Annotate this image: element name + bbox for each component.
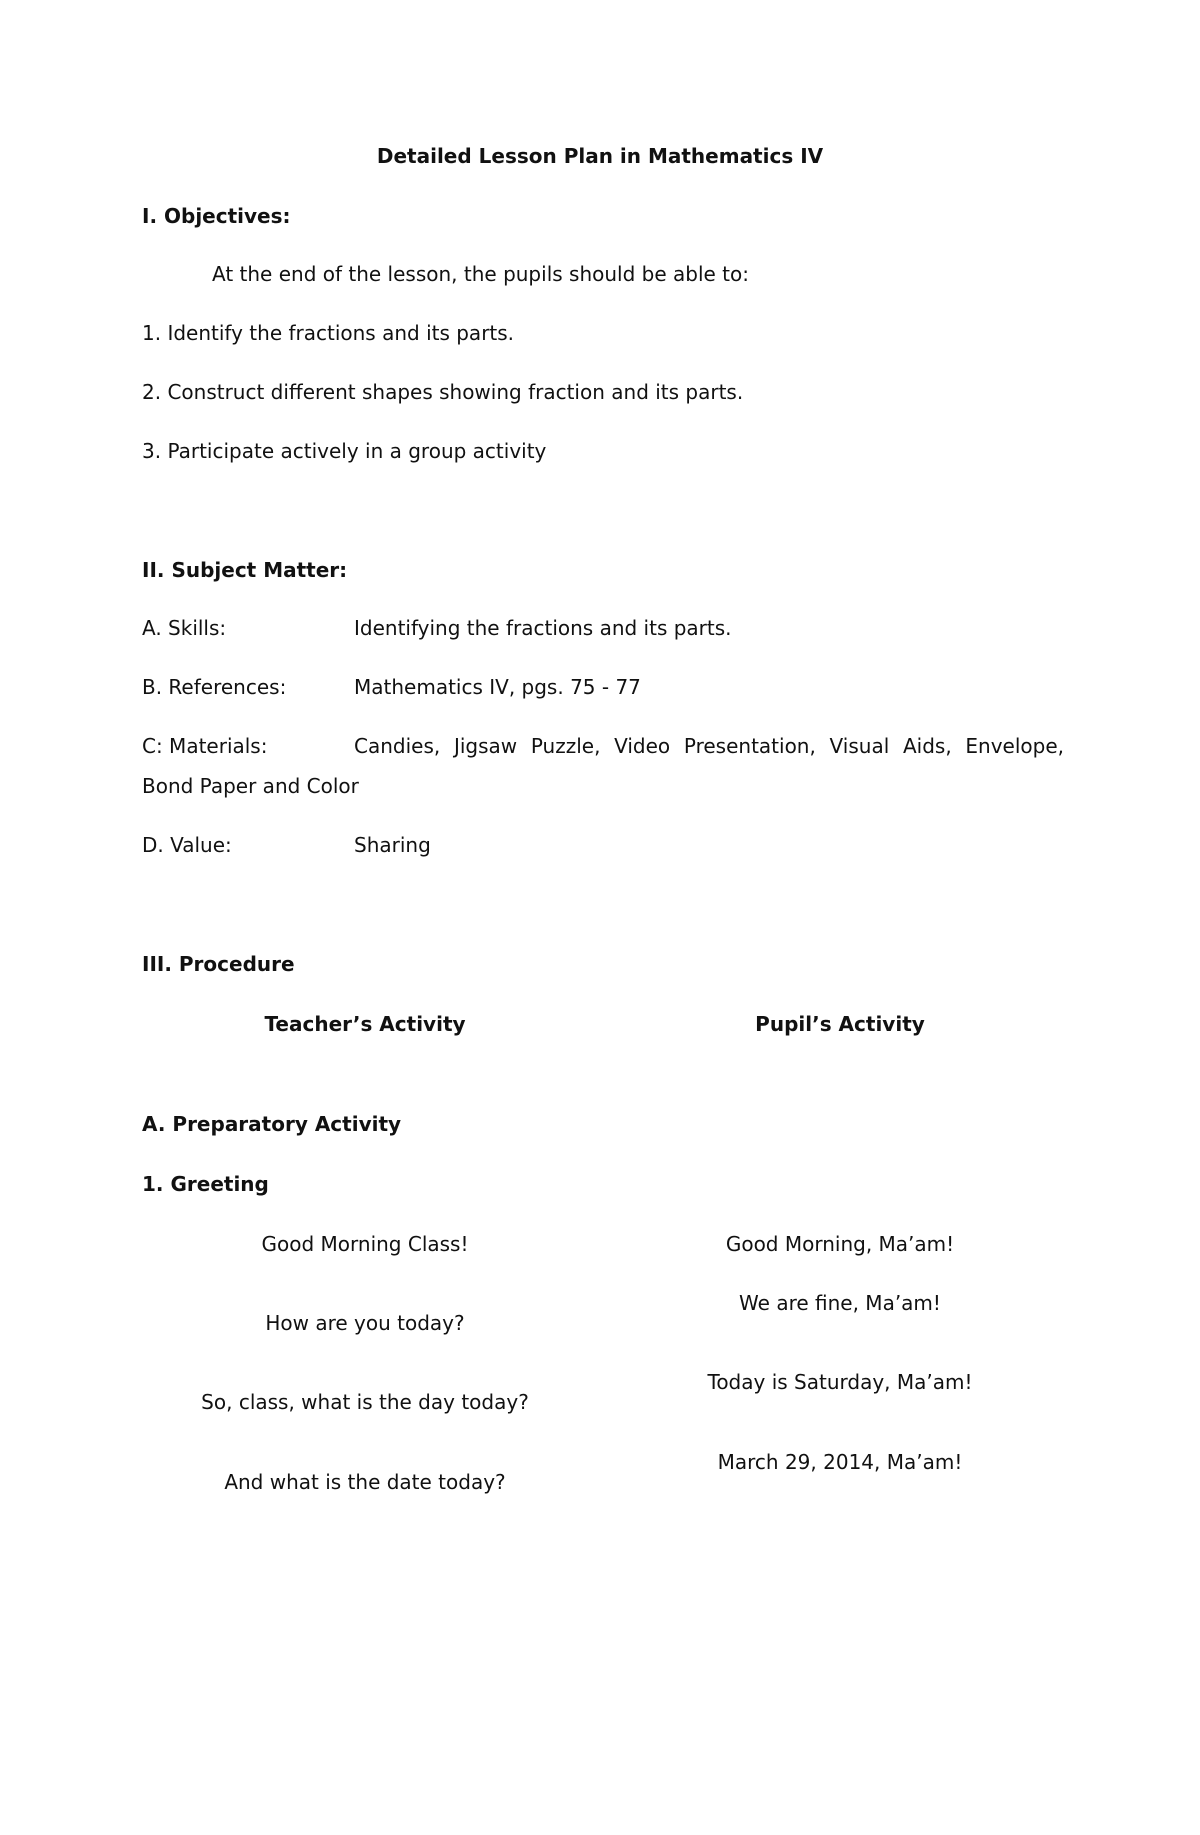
references-value: Mathematics IV, pgs. 75 - 77 [354, 675, 641, 699]
teacher-line: So, class, what is the day today? [201, 1390, 529, 1414]
skills-label: A. Skills: [142, 616, 227, 640]
teacher-line: And what is the date today? [224, 1470, 506, 1494]
procedure-heading: III. Procedure [142, 952, 295, 976]
pupil-line: Good Morning, Ma’am! [725, 1232, 955, 1256]
preparatory-activity-heading: A. Preparatory Activity [142, 1112, 402, 1136]
subject-matter-heading: II. Subject Matter: [142, 558, 348, 582]
teacher-activity-header: Teacher’s Activity [264, 1012, 466, 1036]
skills-value: Identifying the fractions and its parts. [354, 616, 732, 640]
pupil-line: We are fine, Ma’am! [739, 1291, 941, 1315]
pupil-activity-header: Pupil’s Activity [755, 1012, 925, 1036]
references-label: B. References: [142, 675, 287, 699]
teacher-line: Good Morning Class! [261, 1232, 469, 1256]
materials-value-line2: Bond Paper and Color [142, 774, 359, 798]
teacher-line: How are you today? [265, 1311, 465, 1335]
document-title: Detailed Lesson Plan in Mathematics IV [376, 144, 824, 168]
objective-item: 1. Identify the fractions and its parts. [142, 321, 515, 345]
pupil-line: Today is Saturday, Ma’am! [707, 1370, 973, 1394]
objectives-heading: I. Objectives: [142, 204, 291, 228]
value-value: Sharing [354, 833, 431, 857]
value-label: D. Value: [142, 833, 232, 857]
greeting-heading: 1. Greeting [142, 1172, 269, 1196]
objective-item: 2. Construct different shapes showing fraction and its parts. [142, 380, 744, 404]
materials-value-line1: Candies, Jigsaw Puzzle, Video Presentation, Visual Aids, Envelope, [354, 734, 1064, 758]
objective-item: 3. Participate actively in a group activity [142, 439, 547, 463]
pupil-line: March 29, 2014, Ma’am! [717, 1450, 963, 1474]
objectives-intro: At the end of the lesson, the pupils should be able to: [212, 262, 749, 286]
materials-label: C: Materials: [142, 734, 268, 758]
